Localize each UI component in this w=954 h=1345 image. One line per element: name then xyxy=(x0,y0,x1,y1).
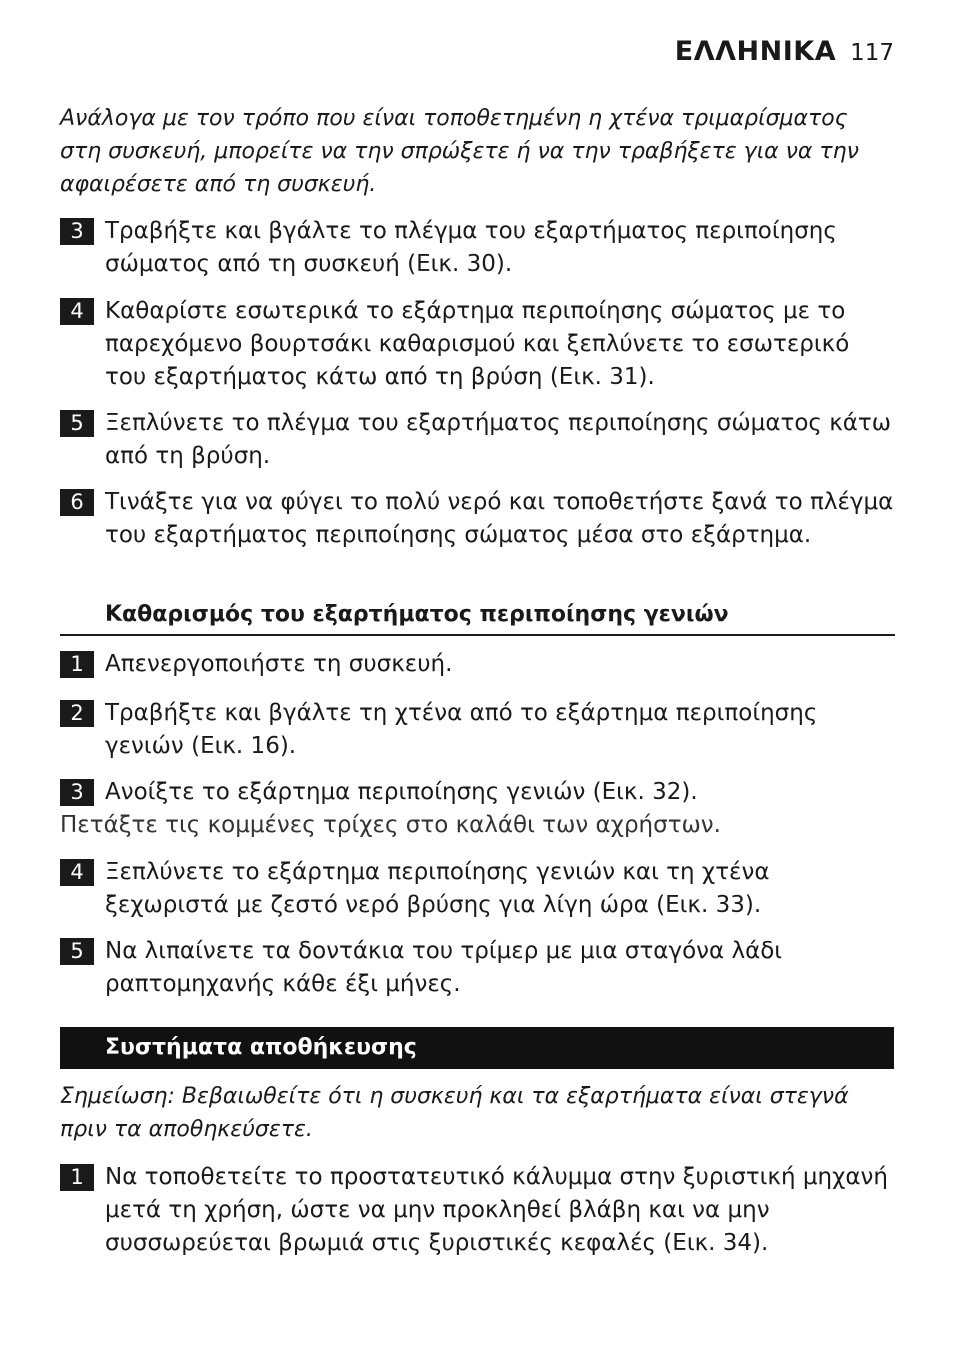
step-6-reassemble xyxy=(60,486,895,552)
step-number: 1 xyxy=(60,1164,94,1191)
step-text: Τινάξτε για να φύγει το πολύ νερό και τοποθετήστε ξανά το πλέγμα του εξαρτήματος περιποίησης σώματος μέσα στο εξάρτημα. xyxy=(105,489,894,548)
intro-note: Ανάλογα με τον τρόπο που είναι τοποθετημένη η χτένα τριμαρίσματος στη συσκευή, μπορείτε να την σπρώξετε ή να την τραβήξετε για να την αφαιρέσετε από τη συσκευή. xyxy=(60,106,859,197)
storage-section-bar xyxy=(60,1027,894,1069)
page-number: 117 xyxy=(850,40,894,66)
step-number: 1 xyxy=(60,651,94,678)
language-label: ΕΛΛΗΝΙΚΑ xyxy=(674,36,837,67)
step-number: 5 xyxy=(60,410,94,437)
step-number: 3 xyxy=(60,779,94,806)
subheading-text: Καθαρισμός του εξαρτήματος περιποίησης γενιών xyxy=(105,602,729,627)
step-1-protective-cap xyxy=(60,1161,895,1260)
step-number: 3 xyxy=(60,218,94,245)
page-header xyxy=(675,36,894,67)
section-title: Συστήματα αποθήκευσης xyxy=(105,1035,417,1060)
step-number: 6 xyxy=(60,489,94,516)
step-number: 4 xyxy=(60,859,94,886)
step-text: Ξεπλύνετε το πλέγμα του εξαρτήματος περιποίησης σώματος κάτω από τη βρύση. xyxy=(105,410,892,469)
discard-hairs-note: Πετάξτε τις κομμένες τρίχες στο καλάθι των αχρήστων. xyxy=(60,812,721,838)
step-4-rinse-beard xyxy=(60,856,895,922)
step-3-open-beard xyxy=(60,776,895,809)
step-text: Να τοποθετείτε το προστατευτικό κάλυμμα στην ξυριστική μηχανή μετά τη χρήση, ώστε να μην προκληθεί βλάβη και να μην συσσωρεύεται βρωμιά στις ξυριστικές κεφαλές (Εικ. 34). xyxy=(105,1164,888,1256)
step-text: Ξεπλύνετε το εξάρτημα περιποίησης γενιών και τη χτένα ξεχωριστά με ζεστό νερό βρύσης για λίγη ώρα (Εικ. 33). xyxy=(105,859,770,918)
step-4-clean-body xyxy=(60,295,895,394)
storage-note: Σημείωση: Βεβαιωθείτε ότι η συσκευή και τα εξαρτήματα είναι στεγνά πριν τα αποθηκεύσετε. xyxy=(60,1084,849,1142)
step-text: Τραβήξτε και βγάλτε τη χτένα από το εξάρτημα περιποίησης γενιών (Εικ. 16). xyxy=(105,700,818,759)
step-text: Ανοίξτε το εξάρτημα περιποίησης γενιών (Εικ. 32). xyxy=(105,779,698,805)
beard-cleaning-subheading xyxy=(60,598,895,636)
step-2-remove-comb xyxy=(60,697,895,763)
step-text: Να λιπαίνετε τα δοντάκια του τρίμερ με μια σταγόνα λάδι ραπτομηχανής κάθε έξι μήνες. xyxy=(105,938,783,997)
step-number: 4 xyxy=(60,298,94,325)
step-5-lubricate xyxy=(60,935,895,1001)
step-5-rinse-grid xyxy=(60,407,895,473)
step-text: Καθαρίστε εσωτερικά το εξάρτημα περιποίησης σώματος με το παρεχόμενο βουρτσάκι καθαρισμού και ξεπλύνετε το εσωτερικό του εξαρτήματος κάτω από τη βρύση (Εικ. 31). xyxy=(105,298,850,390)
step-text: Απενεργοποιήστε τη συσκευή. xyxy=(105,651,453,677)
step-text: Τραβήξτε και βγάλτε το πλέγμα του εξαρτήματος περιποίησης σώματος από τη συσκευή (Εικ. 30). xyxy=(105,218,837,277)
step-number: 5 xyxy=(60,938,94,965)
step-3-body-grid xyxy=(60,215,895,281)
step-1-switch-off xyxy=(60,648,895,681)
step-number: 2 xyxy=(60,700,94,727)
